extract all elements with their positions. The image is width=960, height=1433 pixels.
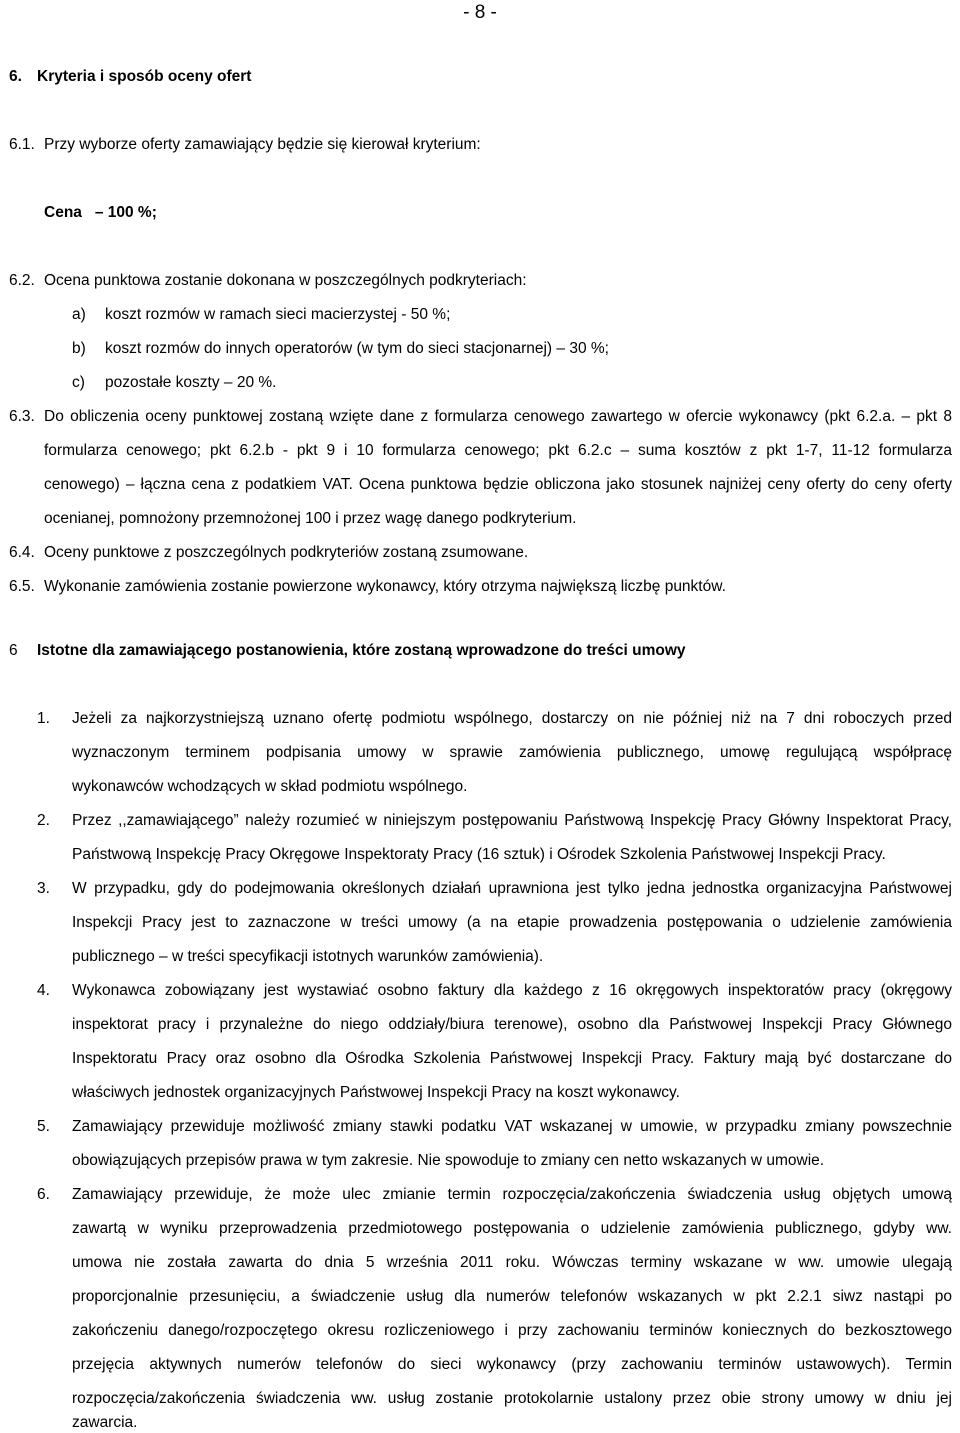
item-line: zawarcia. [72, 1414, 138, 1431]
item-line: wykonawców wchodzących w skład podmiotu wspólnego. [72, 778, 468, 795]
paragraph-text: Ocena punktowa zostanie dokonana w poszczególnych podkryteriach: [44, 272, 527, 289]
paragraph-text: Wykonanie zamówienia zostanie powierzone wykonawcy, który otrzyma największą liczbę punktów. [44, 578, 726, 595]
item-line: zawartą w wyniku przeprowadzenia przedmiotowego postępowania o udzielenie zamówienia publicznego, gdyby ww. [72, 1220, 952, 1237]
item-line: rozpoczęcia/zakończenia świadczenia ww. usług zostanie protokolarnie ustalony przez obie strony umowy w dniu jej [72, 1390, 952, 1407]
paragraph-number: 6.3. [9, 408, 35, 425]
item-line: Zamawiający przewiduje, że może ulec zmianie termin rozpoczęcia/zakończenia świadczenia usług objętych umową [72, 1186, 952, 1203]
section-number: 6 [9, 642, 18, 659]
item-line: zakończeniu danego/rozpoczętego okresu rozliczeniowego i przy zachowaniu terminów koniecznych do bezkosztowego [72, 1322, 952, 1339]
list-item: koszt rozmów w ramach sieci macierzystej - 50 %; [105, 306, 451, 323]
paragraph-text: Przy wyborze oferty zamawiający będzie się kierował kryterium: [44, 136, 481, 153]
item-line: Jeżeli za najkorzystniejszą uznano ofertę podmiotu wspólnego, dostarczy on nie później niż na 7 dni roboczych przed [72, 710, 952, 727]
item-line: umowa nie została zawarta do dnia 5 września 2011 roku. Wówczas terminy wskazane w ww. umowie ulegają [72, 1254, 952, 1271]
item-line: publicznego – w treści specyfikacji istotnych warunków zamówienia). [72, 948, 544, 965]
list-item-label: a) [72, 306, 86, 323]
paragraph-number: 6.5. [9, 578, 35, 595]
item-number: 6. [37, 1186, 50, 1203]
item-line: właściwych jednostek organizacyjnych Państwowej Inspekcji Pracy na koszt wykonawcy. [72, 1084, 680, 1101]
paragraph-line: formularza cenowego; pkt 6.2.b - pkt 9 i 10 formularza cenowego; pkt 6.2.c – suma kosztów z pkt 1-7, 11-12 formularza [44, 442, 952, 459]
item-line: przejęcia aktywnych numerów telefonów do sieci wykonawcy (przy zachowaniu terminów ustawowych). Termin [72, 1356, 952, 1373]
paragraph-number: 6.1. [9, 136, 35, 153]
item-line: Zamawiający przewiduje możliwość zmiany stawki podatku VAT wskazanej w umowie, w przypadku zmiany powszechnie [72, 1118, 952, 1135]
paragraph-line: Do obliczenia oceny punktowej zostaną wzięte dane z formularza cenowego zawartego w ofercie wykonawcy (pkt 6.2.a. – pkt 8 [44, 408, 952, 425]
item-line: Inspektoratu Pracy oraz osobno dla Ośrodka Szkolenia Państwowej Inspekcji Pracy. Faktury mają być dostarczane do [72, 1050, 952, 1067]
item-number: 2. [37, 812, 50, 829]
section-number: 6. [9, 68, 22, 85]
list-item-label: c) [72, 374, 85, 391]
list-item-label: b) [72, 340, 86, 357]
paragraph-text: Oceny punktowe z poszczególnych podkryteriów zostaną zsumowane. [44, 544, 529, 561]
price-criterion: Cena – 100 %; [44, 204, 157, 221]
item-line: proporcjonalnie przesunięciu, a świadczenie usług dla numerów telefonów wskazanych w pkt 2.2.1 siwz nastąpi po [72, 1288, 952, 1305]
list-item: pozostałe koszty – 20 %. [105, 374, 277, 391]
item-line: Wykonawca zobowiązany jest wystawiać osobno faktury dla każdego z 16 okręgowych inspektoratów pracy (okręgowy [72, 982, 952, 999]
item-number: 4. [37, 982, 50, 999]
item-line: W przypadku, gdy do podejmowania określonych działań uprawniona jest tylko jedna jednostka organizacyjna Państwowej [72, 880, 952, 897]
item-line: wyznaczonym terminem podpisania umowy w sprawie zamówienia publicznego, umowę regulującą współpracę [72, 744, 952, 761]
paragraph-number: 6.2. [9, 272, 35, 289]
paragraph-line: ocenianej, pomnożony przemnożonej 100 i przez wagę danego podkryterium. [44, 510, 577, 527]
paragraph-line: cenowego) – łączna cena z podatkiem VAT. Ocena punktowa będzie obliczona jako stosunek najniżej ceny oferty do ceny oferty [44, 476, 952, 493]
item-line: inspektorat pracy i przynależne do niego oddziały/biura terenowe), osobno dla Państwowej Inspekcji Pracy Głównego [72, 1016, 952, 1033]
item-line: obowiązujących przepisów prawa w tym zakresie. Nie spowoduje to zmiany cen netto wskazanych w umowie. [72, 1152, 825, 1169]
list-item: koszt rozmów do innych operatorów (w tym do sieci stacjonarnej) – 30 %; [105, 340, 609, 357]
page-number: - 8 - [463, 2, 497, 23]
item-number: 3. [37, 880, 50, 897]
item-line: Inspekcji Pracy jest to zaznaczone w treści umowy (a na etapie prowadzenia postępowania o udzielenie zamówienia [72, 914, 952, 931]
item-number: 5. [37, 1118, 50, 1135]
item-line: Państwową Inspekcję Pracy Okręgowe Inspektoraty Pracy (16 sztuk) i Ośrodek Szkolenia Państwowej Inspekcji Pracy. [72, 846, 886, 863]
item-number: 1. [37, 710, 50, 727]
section-heading: Kryteria i sposób oceny ofert [37, 68, 252, 85]
paragraph-number: 6.4. [9, 544, 35, 561]
section-heading: Istotne dla zamawiającego postanowienia, które zostaną wprowadzone do treści umowy [37, 642, 686, 659]
item-line: Przez ,,zamawiającego” należy rozumieć w niniejszym postępowaniu Państwową Inspekcję Pracy Główny Inspektorat Pracy, [72, 812, 952, 829]
